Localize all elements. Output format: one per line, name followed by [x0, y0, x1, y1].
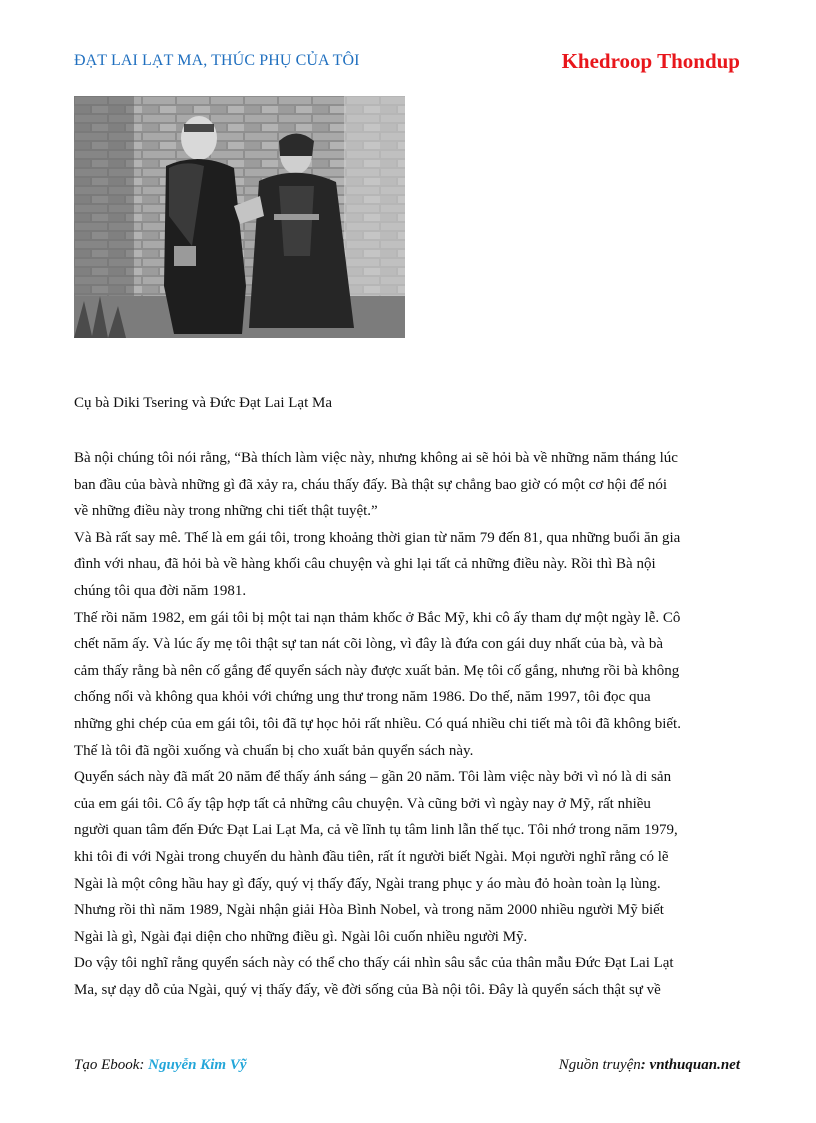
body-line: những ghi chép của em gái tôi, tôi đã tự học hỏi rất nhiều. Có quá nhiều chi tiết mà tôi đã không biết. [74, 715, 681, 732]
source-label: Nguồn truyện [558, 1057, 641, 1073]
ebook-creator-name: Nguyễn Kim Vỹ [148, 1057, 247, 1073]
body-line: Ngài là một công hầu hay gì đấy, quý vị thấy đấy, Ngài trang phục y áo màu đỏ hoàn toàn lạ lùng. [74, 875, 661, 892]
body-line: Thế rồi năm 1982, em gái tôi bị một tai nạn thảm khốc ở Bắc Mỹ, khi cô ấy tham dự một ngày lễ. Cô [74, 609, 681, 626]
body-line: chết năm ấy. Và lúc ấy mẹ tôi thật sự tan nát cõi lòng, vì đây là đứa con gái duy nhất của bà, và bà [74, 636, 663, 653]
body-line: cảm thấy rằng bà nên cố gắng để quyển sách này được xuất bản. Mẹ tôi cố gắng, nhưng rồi bà không [74, 662, 680, 679]
book-title: ĐẠT LAI LẠT MA, THÚC PHỤ CỦA TÔI [74, 52, 360, 69]
body-line: Và Bà rất say mê. Thế là em gái tôi, trong khoảng thời gian từ năm 79 đến 81, qua những buổi ăn gia [74, 529, 681, 546]
body-line: đình với nhau, đã hỏi bà về hàng khối câu chuyện và ghi lại tất cả những điều này. Rồi thì Bà nội [74, 556, 656, 573]
body-line: của em gái tôi. Cô ấy tập hợp tất cả những câu chuyện. Và cũng bởi vì ngày nay ở Mỹ, rất nhiều [74, 795, 651, 812]
photo [74, 96, 405, 338]
photo-caption: Cụ bà Diki Tsering và Đức Đạt Lai Lạt Ma [74, 395, 332, 411]
photo-illustration [74, 96, 405, 338]
body-line: Ma, sự dạy dỗ của Ngài, quý vị thấy đấy, về đời sống của Bà nội tôi. Đây là quyển sách thật sự về [74, 981, 661, 998]
body-text [74, 445, 742, 1003]
body-line: người quan tâm đến Đức Đạt Lai Lạt Ma, cả về lĩnh tụ tâm linh lẫn thế tục. Tôi nhớ trong năm 1979, [74, 822, 678, 839]
body-line: Bà nội chúng tôi nói rằng, “Bà thích làm việc này, nhưng không ai sẽ hỏi bà về những năm tháng lúc [74, 450, 678, 466]
body-line: chúng tôi qua đời năm 1981. [74, 582, 247, 599]
source-site-link[interactable]: vnthuquan.net [649, 1057, 740, 1073]
body-line: ban đầu của bàvà những gì đã xảy ra, cháu thấy đấy. Bà thật sự chẳng bao giờ có một cơ hội để nói [74, 476, 668, 493]
ebook-label: Tạo Ebook [74, 1057, 140, 1073]
source-credit [559, 1057, 740, 1074]
body-line: Nhưng rồi thì năm 1989, Ngài nhận giải Hòa Bình Nobel, và trong năm 2000 nhiều người Mỹ biết [74, 902, 664, 919]
body-line: Thế là tôi đã ngồi xuống và chuẩn bị cho xuất bản quyển sách này. [74, 742, 474, 759]
ebook-credit [74, 1057, 247, 1074]
source-separator: : [640, 1057, 650, 1073]
body-line: Do vậy tôi nghĩ rằng quyển sách này có thể cho thấy cái nhìn sâu sắc của thân mẫu Đức Đạt Lai Lạt [74, 955, 674, 972]
ebook-separator: : [139, 1057, 149, 1073]
body-line: Quyển sách này đã mất 20 năm để thấy ánh sáng – gần 20 năm. Tôi làm việc này bởi vì nó là di sản [74, 769, 672, 786]
body-line: khi tôi đi với Ngài trong chuyến du hành đầu tiên, rất ít người biết Ngài. Mọi người nghĩ rằng có lẽ [74, 848, 669, 865]
body-line: về những điều này trong những chi tiết thật tuyệt.” [74, 503, 378, 520]
body-line: Ngài là gì, Ngài đại diện cho những điều gì. Ngài lôi cuốn nhiều người Mỹ. [74, 928, 528, 945]
author-name: Khedroop Thondup [561, 49, 740, 73]
body-line: chống nổi và không qua khỏi với chứng ung thư trong năm 1986. Do thế, năm 1997, tôi đọc qua [74, 689, 651, 706]
